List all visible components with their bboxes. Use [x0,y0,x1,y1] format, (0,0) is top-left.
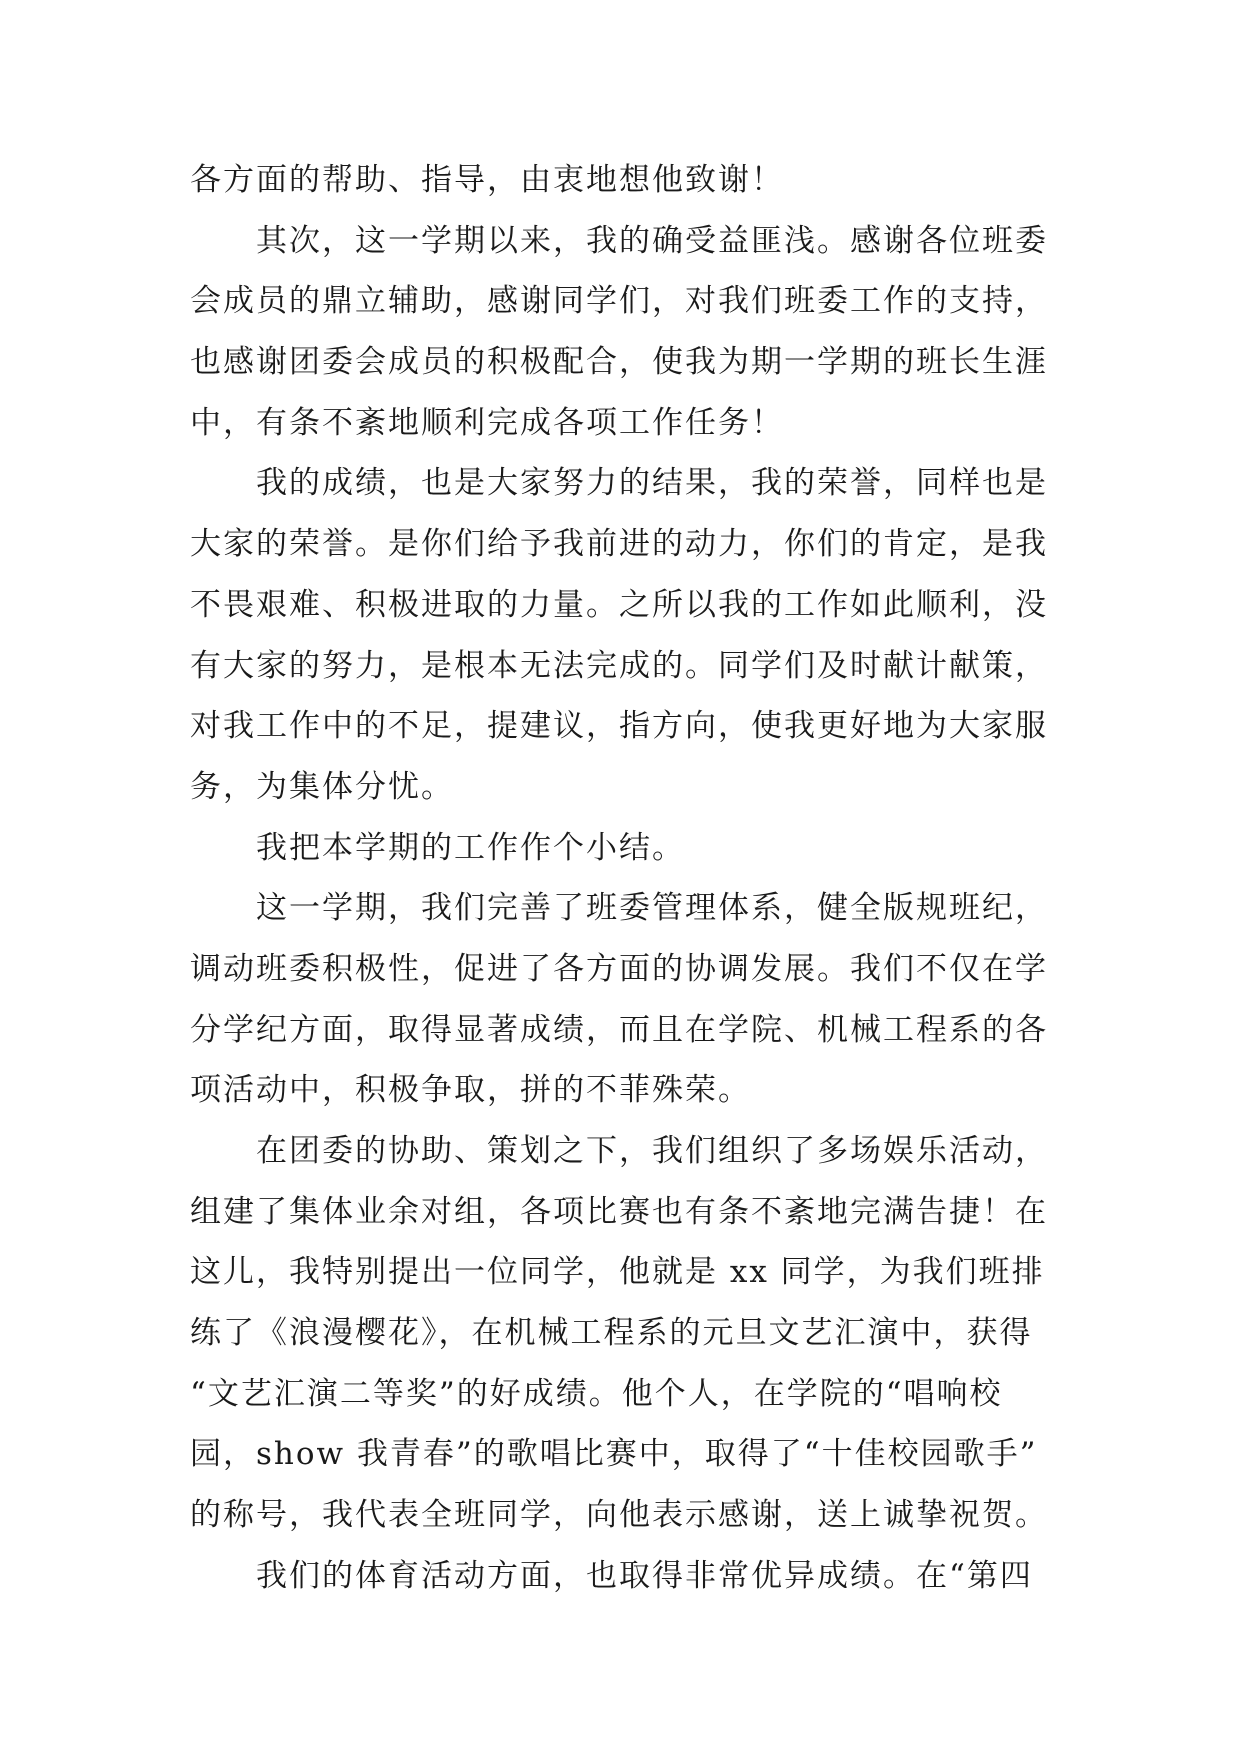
text-line: “文艺汇演二等奖”的好成绩。他个人，在学院的“唱响校 [190,1375,1003,1412]
text-line: 对我工作中的不足，提建议，指方向，使我更好地为大家服 [190,708,1048,745]
text-line: 调动班委积极性，促进了各方面的协调发展。我们不仅在学 [190,950,1048,987]
text-line: 在团委的协助、策划之下，我们组织了多场娱乐活动， [256,1133,1048,1169]
text-line: 我的成绩，也是大家努力的结果，我的荣誉，同样也是 [256,465,1048,502]
text-line: 各方面的帮助、指导，由衷地想他致谢！ [190,162,784,198]
text-line: 我们的体育活动方面，也取得非常优异成绩。在“第四 [256,1557,1033,1594]
text-line: 项活动中，积极争取，拼的不菲殊荣。 [190,1072,751,1109]
text-line: 这一学期，我们完善了班委管理体系，健全版规班纪， [256,890,1048,927]
text-line: 练了《浪漫樱花》，在机械工程系的元旦文艺汇演中，获得 [190,1315,1033,1352]
text-line: 这儿，我特别提出一位同学，他就是 xx 同学，为我们班排 [190,1254,1045,1291]
text-line: 中，有条不紊地顺利完成各项工作任务！ [190,404,784,441]
text-line: 园，show 我青春”的歌唱比赛中，取得了“十佳校园歌手” [190,1436,1038,1473]
text-line: 组建了集体业余对组，各项比赛也有条不紊地完满告捷！在 [190,1193,1048,1230]
text-line: 不畏艰难、积极进取的力量。之所以我的工作如此顺利，没 [190,586,1048,623]
document-body [190,150,1070,1607]
text-line: 务，为集体分忧。 [190,768,454,805]
text-line: 会成员的鼎立辅助，感谢同学们，对我们班委工作的支持， [190,283,1048,320]
text-line: 的称号，我代表全班同学，向他表示感谢，送上诚挚祝贺。 [190,1497,1048,1534]
text-line: 大家的荣誉。是你们给予我前进的动力，你们的肯定，是我 [190,526,1048,563]
text-line: 其次，这一学期以来，我的确受益匪浅。感谢各位班委 [256,222,1048,259]
text-line: 有大家的努力，是根本无法完成的。同学们及时献计献策， [190,647,1048,684]
text-line: 分学纪方面，取得显著成绩，而且在学院、机械工程系的各 [190,1011,1048,1048]
text-line: 我把本学期的工作作个小结。 [256,829,685,866]
text-line: 也感谢团委会成员的积极配合，使我为期一学期的班长生涯 [190,344,1048,381]
